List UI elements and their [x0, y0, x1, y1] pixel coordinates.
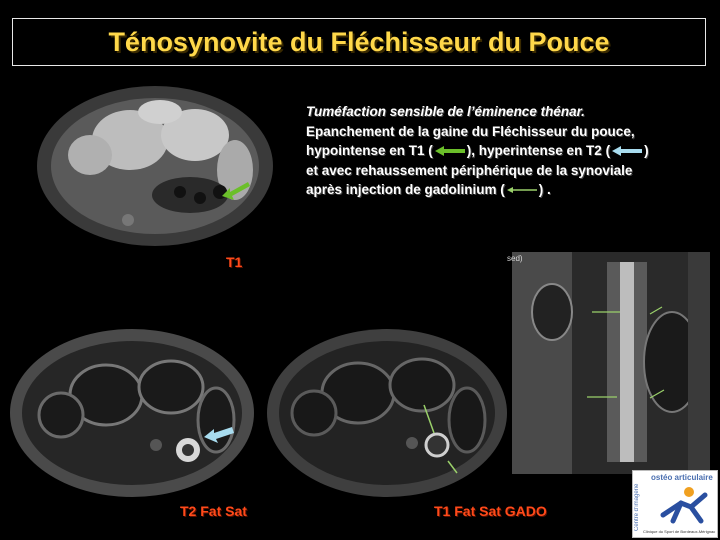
logo-side-text: Centre d’imagerie	[634, 483, 640, 531]
description-line-5b: ) .	[538, 182, 551, 197]
label-t2-fat-sat: T2 Fat Sat	[180, 503, 247, 519]
logo-title-text: ostéo articulaire	[651, 473, 713, 482]
mri-coronal-image	[512, 252, 710, 474]
description-line-3	[306, 141, 706, 161]
logo-footer-text: Clinique du Sport de Bordeaux-Mérignac	[643, 529, 716, 534]
thin-green-arrow-icon	[507, 186, 537, 194]
description-line-3a: hypointense en T1 (	[306, 143, 433, 158]
light-blue-arrow-icon	[612, 146, 642, 156]
coronal-note: sed)	[507, 254, 523, 263]
description-line-3c: )	[644, 143, 649, 158]
green-arrow-icon	[435, 146, 465, 156]
slide-title: Ténosynovite du Fléchisseur du Pouce	[108, 26, 610, 57]
description-line-5a: après injection de gadolinium (	[306, 182, 505, 197]
description-line-2: Epanchement de la gaine du Fléchisseur du pouce,	[306, 123, 635, 139]
description-line-3b: ), hyperintense en T2 (	[466, 143, 611, 158]
mri-t2-fatsat-image	[6, 325, 258, 500]
description-line-5	[306, 180, 706, 200]
label-t1: T1	[226, 254, 243, 270]
runner-figure-icon	[653, 485, 713, 525]
label-t1-fat-sat-gado: T1 Fat Sat GADO	[434, 503, 547, 519]
clinic-logo	[632, 470, 718, 538]
description-text	[306, 102, 706, 200]
description-line-1: Tuméfaction sensible de l’éminence thénar.	[306, 104, 585, 119]
title-frame	[12, 18, 706, 66]
mri-t1-gado-image	[262, 325, 512, 500]
description-line-4: et avec rehaussement périphérique de la synoviale	[306, 162, 633, 178]
mri-t1-axial-image	[30, 80, 280, 252]
